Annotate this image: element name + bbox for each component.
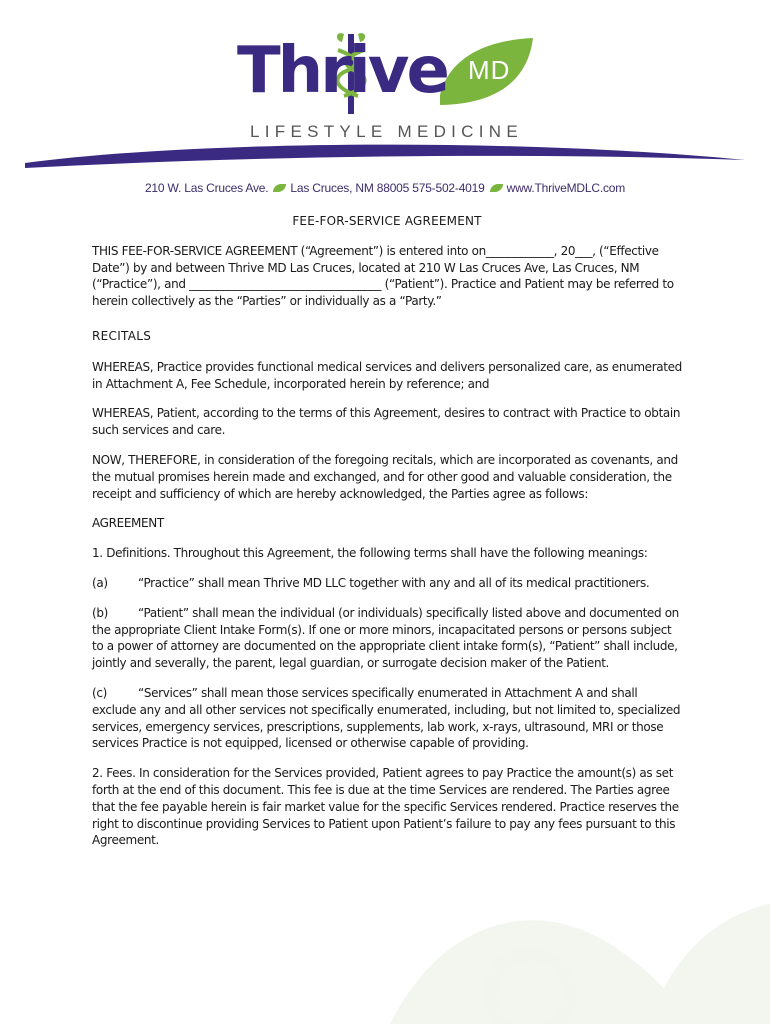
definition-c [92,685,682,752]
agreement-body [92,213,682,862]
brand-tagline: LIFESTYLE MEDICINE [250,122,523,141]
intro-paragraph: THIS FEE-FOR-SERVICE AGREEMENT (“Agreement”) is entered into on____________, 20___, (“Effective Date”) by and between Thrive MD Las Cruces, located at 210 W Las Cruces Ave, Las Cruces, NM (“Practice”), and __________________________________ (“Patient”). Practice and Patient may be referred to herein collectively as the “Parties” or individually as a “Party.” [92,243,674,309]
definition-b [92,605,682,672]
letterhead [0,0,770,210]
recitals-heading: RECITALS [92,328,152,343]
agreement-heading: AGREEMENT [92,516,164,531]
city-phone: Las Cruces, NM 88005 575-502-4019 [290,181,485,195]
website: www.ThriveMDLC.com [506,181,626,195]
document-title: FEE-FOR-SERVICE AGREEMENT [292,214,482,228]
brand-name: Thrive [237,34,447,108]
definition-a-text: “Practice” shall mean Thrive MD LLC together with any and all of its medical practitioners. [138,575,650,590]
leaf-icon [490,184,503,192]
whereas-1: WHEREAS, Practice provides functional medical services and delivers personalized care, as enumerated in Attachment A, Fee Schedule, incorporated herein by reference; and [92,359,682,391]
definition-b-label: (b) [92,605,108,620]
definition-c-label: (c) [92,685,107,700]
brand-badge: MD [468,55,511,85]
letterhead-contact [0,181,770,195]
now-therefore: NOW, THEREFORE, in consideration of the foregoing recitals, which are incorporated as covenants, and the mutual promises herein made and exchanged, and for other good and valuable consideration, the receipt and sufficiency of which are hereby acknowledged, the Parties agree as follows: [92,452,678,501]
definitions-clause: 1. Definitions. Throughout this Agreement, the following terms shall have the following meanings: [92,546,648,561]
leaf-icon [273,184,286,192]
definition-a-label: (a) [92,575,108,590]
fees-clause: 2. Fees. In consideration for the Services provided, Patient agrees to pay Practice the amount(s) as set forth at the end of this document. This fee is due at the time Services are rendered. The Parties agree that the fee payable herein is fair market value for the specific Services rendered. Practice reserves the right to discontinue providing Services to Patient upon Patient’s failure to pay any fees pursuant to this Agreement. [92,766,679,848]
definition-c-text: “Services” shall mean those services specifically enumerated in Attachment A and shall exclude any and all other services not specifically enumerated, including, but not limited to, specialized services, emergency services, prescriptions, supplements, lab work, x-rays, ultrasound, MRI or those services Practice is not equipped, licensed or otherwise capable of providing. [92,685,681,751]
definition-a [92,575,682,592]
whereas-2: WHEREAS, Patient, according to the terms of this Agreement, desires to contract with Practice to obtain such services and care. [92,406,681,438]
street-address: 210 W. Las Cruces Ave. [144,181,269,195]
definition-b-text: “Patient” shall mean the individual (or individuals) specifically listed above and documented on the appropriate Client Intake Form(s). If one or more minors, incapacitated persons or persons subject to a power of attorney are documented on the appropriate client intake form(s), “Patient” shall include, jointly and severally, the parent, legal guardian, or surrogate decision maker of the Patient. [92,605,679,671]
